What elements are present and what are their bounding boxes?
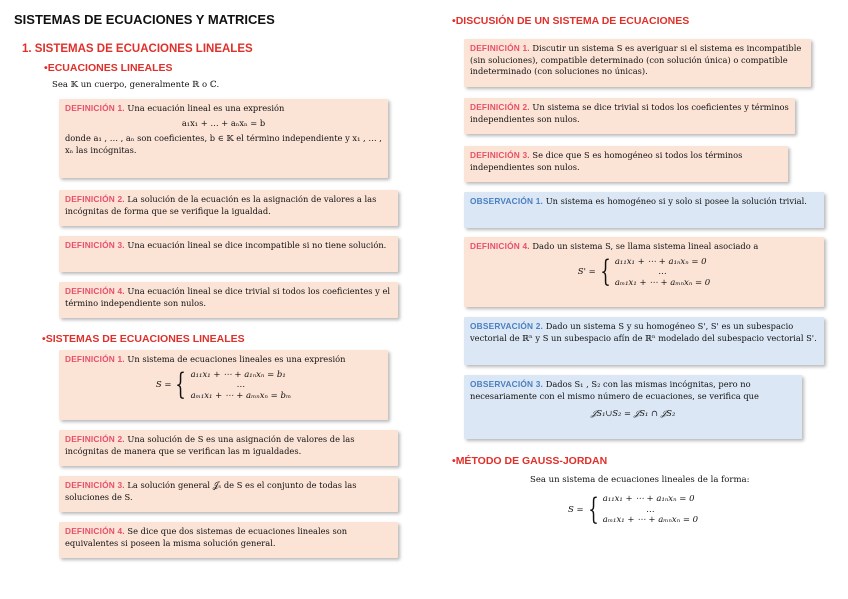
subsection-heading-discusion: [452, 15, 689, 27]
definition-text: Se dice que S es homogéneo si todos los términos independientes son nulos.: [470, 150, 743, 172]
definition-text: La solución general 𝒥ₛ de S es el conjunto de todas las soluciones de S.: [65, 480, 357, 502]
brace-icon: {: [600, 254, 611, 290]
brace-icon: {: [587, 491, 599, 527]
system-of-equations: [65, 367, 382, 403]
system-row-dots: …: [646, 504, 655, 515]
definition-label: DEFINICIÓN 1.: [470, 43, 530, 53]
bullet: •: [42, 333, 46, 345]
system-row-last: aₘ₁x₁ + ⋯ + aₘₙxₙ = 0: [602, 515, 699, 525]
definition-box: [59, 99, 388, 178]
definition-text: Una solución de S es una asignación de valores de las incógnitas de manera que se verifican las m igualdades.: [65, 434, 355, 456]
definition-text: Una ecuación lineal se dice trivial si todos los coeficientes y el término independiente son nulos.: [65, 286, 391, 308]
solution-union-formula: 𝒥S₁∪S₂ = 𝒥S₁ ∩ 𝒥S₂: [590, 408, 676, 419]
definition-label: DEFINICIÓN 3.: [470, 150, 530, 160]
definition-label: DEFINICIÓN 2.: [470, 102, 530, 112]
subsection-label: SISTEMAS DE ECUACIONES LINEALES: [45, 333, 245, 345]
observation-label: OBSERVACIÓN 2.: [470, 321, 544, 331]
gauss-intro-text: Sea un sistema de ecuaciones lineales de la forma:: [530, 475, 750, 485]
subsection-heading-gauss-jordan: [452, 455, 607, 467]
definition-label: DEFINICIÓN 1.: [65, 354, 125, 364]
observation-label: OBSERVACIÓN 1.: [470, 196, 544, 206]
system-lhs: S =: [155, 379, 172, 390]
linear-equation-formula: a₁x₁ + … + aₙxₙ = b: [181, 117, 266, 128]
definition-label: DEFINICIÓN 2.: [65, 194, 125, 204]
observation-box: [464, 192, 824, 228]
section-heading-1: 1. SISTEMAS DE ECUACIONES LINEALES: [22, 43, 253, 55]
definition-label: DEFINICIÓN 3.: [65, 480, 125, 490]
subsection-heading-sistemas: [42, 333, 245, 345]
definition-box: [59, 190, 398, 226]
definition-box: [59, 522, 398, 558]
definition-text: Un sistema se dice trivial si todos los coeficientes y términos independientes son nulos.: [470, 102, 789, 124]
subsection-label: DISCUSIÓN DE UN SISTEMA DE ECUACIONES: [455, 15, 690, 27]
observation-text: Un sistema es homogéneo si y solo si posee la solución trivial.: [545, 196, 807, 206]
definition-box: [59, 282, 398, 318]
observation-label: OBSERVACIÓN 3.: [470, 379, 544, 389]
observation-box: [464, 375, 802, 439]
system-row-first: a₁₁x₁ + ⋯ + a₁ₙxₙ = 0: [614, 256, 707, 267]
definition-label: DEFINICIÓN 2.: [65, 434, 125, 444]
page-title: SISTEMAS DE ECUACIONES Y MATRICES: [14, 12, 275, 27]
associated-system: [470, 254, 818, 290]
system-row-first: a₁₁x₁ + ⋯ + a₁ₙxₙ = b₁: [190, 369, 286, 380]
definition-label: DEFINICIÓN 4.: [65, 526, 125, 536]
definition-box: [464, 146, 788, 182]
definition-text: Un sistema de ecuaciones lineales es una expresión: [127, 354, 346, 364]
definition-box: [59, 476, 398, 512]
system-row-dots: …: [658, 267, 667, 278]
system-row-last: aₘ₁x₁ + ⋯ + aₘₙxₙ = bₘ: [190, 390, 292, 401]
definition-box: [59, 236, 398, 272]
bullet: •: [452, 15, 456, 27]
definition-label: DEFINICIÓN 3.: [65, 240, 125, 250]
definition-text: Dado un sistema S, se llama sistema lineal asociado a: [532, 241, 759, 251]
definition-text: Una ecuación lineal se dice incompatible si no tiene solución.: [127, 240, 387, 250]
definition-box: [464, 98, 795, 134]
definition-box: [59, 350, 388, 420]
system-lhs: S =: [568, 504, 584, 515]
subsection-heading-ecuaciones: [44, 62, 173, 74]
system-row-last: aₘ₁x₁ + ⋯ + aₘₙxₙ = 0: [614, 277, 711, 288]
observation-text: Dados S₁ , S₂ con las mismas incógnitas, pero no necesariamente con el mismo número de ecuaciones, se verifica que: [470, 379, 759, 401]
definition-label: DEFINICIÓN 4.: [470, 241, 530, 251]
definition-text: Discutir un sistema S es averiguar si el sistema es incompatible (sin soluciones), compatible determinado (con solución única) o compatible indeterminado (con soluciones no únicas).: [470, 43, 802, 77]
definition-label: DEFINICIÓN 4.: [65, 286, 125, 296]
brace-icon: {: [175, 367, 187, 403]
gauss-system: [568, 491, 699, 527]
definition-box: [464, 39, 811, 87]
subsection-label: ECUACIONES LINEALES: [47, 62, 173, 74]
definition-label: DEFINICIÓN 1.: [65, 103, 125, 113]
observation-box: [464, 317, 824, 365]
definition-text: La solución de la ecuación es la asignación de valores a las incógnitas de forma que se verifique la igualdad.: [65, 194, 377, 216]
bullet: •: [452, 455, 456, 467]
observation-text: Dado un sistema S y su homogéneo S', S' es un subespacio vectorial de ℝⁿ y S un subespacio afín de ℝⁿ modelado del subespacio vectorial S'.: [470, 321, 817, 343]
definition-text-continued: donde a₁ , … , aₙ son coeficientes, b ∈ 𝕂 el término independiente y x₁ , … , xₙ las incógnitas.: [65, 133, 382, 155]
subsection-label: MÉTODO DE GAUSS-JORDAN: [455, 455, 608, 467]
system-lhs: S' =: [577, 266, 596, 277]
bullet: •: [44, 62, 48, 74]
definition-text: Una ecuación lineal es una expresión: [127, 103, 285, 113]
definition-box: [59, 430, 398, 466]
system-row-dots: …: [236, 380, 246, 391]
definition-text: Se dice que dos sistemas de ecuaciones lineales son equivalentes si poseen la misma solución general.: [65, 526, 348, 548]
definition-box: [464, 237, 824, 307]
intro-text: Sea 𝕂 un cuerpo, generalmente ℝ o ℂ.: [52, 80, 220, 90]
system-row-first: a₁₁x₁ + ⋯ + a₁ₙxₙ = 0: [602, 494, 695, 504]
